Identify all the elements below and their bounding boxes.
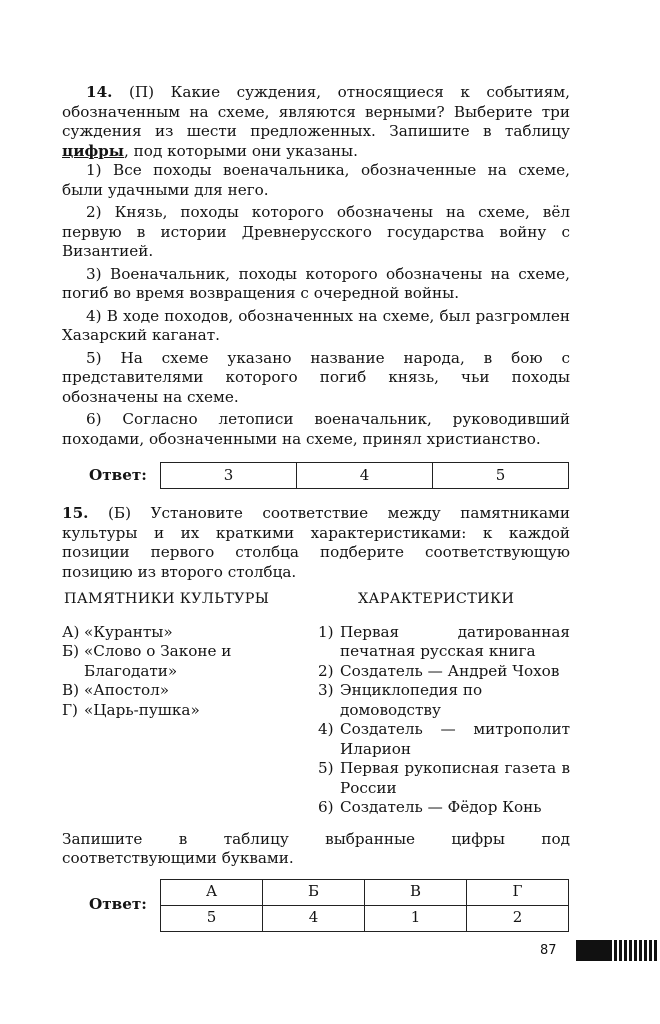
item-text: Первая рукописная газета в России <box>340 759 570 797</box>
q15-table-answer-row <box>161 905 569 931</box>
item-marker: А) <box>62 622 80 641</box>
item-text: Первая датированная печатная русская книга <box>340 622 570 660</box>
page-number: 87 <box>540 943 557 958</box>
item-text: «Куранты» <box>84 622 173 641</box>
item-text: Создатель — митрополит Иларион <box>340 720 570 758</box>
item-text: «Царь-пушка» <box>84 700 200 719</box>
q15-answer-cell-v[interactable]: 1 <box>365 905 467 931</box>
question-15 <box>62 504 570 932</box>
q15-left-column <box>62 590 314 818</box>
q14-answer-cell-3[interactable]: 5 <box>433 463 569 489</box>
q14-option-5: 5) На схеме указано название народа, в бою с представителями которого погиб князь, чьи походы обозначены на схеме. <box>62 348 570 406</box>
item-text: Энциклопедия по домоводству <box>340 681 483 719</box>
q15-left-header: ПАМЯТНИКИ КУЛЬТУРЫ <box>64 591 270 607</box>
item-marker: Б) <box>62 642 80 660</box>
q15-col-g: Г <box>467 879 569 905</box>
q15-left-item-a <box>62 623 314 643</box>
q15-table-header-row <box>161 879 569 905</box>
q14-option-3: 3) Военачальник, походы которого обозначены на схеме, погиб во время возвращения с очередной войны. <box>62 264 570 302</box>
item-marker: В) <box>62 681 80 699</box>
q14-answer-table <box>160 462 569 489</box>
q15-left-item-g <box>62 701 314 721</box>
q15-number: 15. <box>62 504 89 522</box>
q15-answer-row <box>62 879 570 932</box>
q15-left-item-b <box>62 642 314 681</box>
item-text: Создатель — Фёдор Конь <box>340 798 542 816</box>
q14-intro-emphasis: цифры <box>62 141 125 160</box>
q15-intro-text: (Б) Установите соответствие между памятниками культуры и их краткими характеристиками: к каждой позиции первого столбца подберите соответствующую позицию из второго столбца. <box>62 504 570 581</box>
q15-col-a: А <box>161 879 263 905</box>
q15-right-column <box>314 590 570 818</box>
q15-columns <box>62 590 570 818</box>
q15-right-item-4 <box>314 720 570 759</box>
item-marker: 2) <box>318 661 334 680</box>
page-content <box>62 83 570 932</box>
question-14 <box>62 83 570 489</box>
q14-answer-cell-1[interactable]: 3 <box>161 463 297 489</box>
q15-left-item-v <box>62 681 314 701</box>
q15-right-item-2 <box>314 662 570 682</box>
q14-intro <box>62 83 570 161</box>
q14-answer-label: Ответ: <box>89 465 147 484</box>
item-marker: 4) <box>318 720 334 738</box>
q15-intro <box>62 504 570 582</box>
q15-answer-cell-a[interactable]: 5 <box>161 905 263 931</box>
q15-right-item-5 <box>314 759 570 798</box>
q14-intro-text: (П) Какие суждения, относящиеся к событиям, обозначенным на схеме, являются верными? Выберите три суждения из шести предложенных. Запишите в таблицу <box>62 83 571 140</box>
q14-option-6: 6) Согласно летописи военачальник, руководивший походами, обозначенными на схеме, принял христианство. <box>62 410 570 448</box>
q15-right-header: ХАРАКТЕРИСТИКИ <box>358 591 515 607</box>
page-edge-marker-icon <box>576 940 660 961</box>
item-marker: 6) <box>318 798 334 816</box>
q15-instruction: Запишите в таблицу выбранные цифры под соответствующими буквами. <box>62 829 570 867</box>
item-text: «Слово о Законе и Благодати» <box>84 642 232 680</box>
q14-option-4: 4) В ходе походов, обозначенных на схеме, был разгромлен Хазарский каганат. <box>62 306 570 344</box>
q15-col-b: Б <box>263 879 365 905</box>
page-footer <box>540 940 660 961</box>
q15-answer-cell-b[interactable]: 4 <box>263 905 365 931</box>
item-text: Создатель — Андрей Чохов <box>340 661 560 680</box>
item-marker: 3) <box>318 681 334 699</box>
item-marker: 5) <box>318 759 334 777</box>
item-marker: Г) <box>62 700 78 719</box>
q14-option-1: 1) Все походы военачальника, обозначенные на схеме, были удачными для него. <box>62 161 570 199</box>
q14-answer-cell-2[interactable]: 4 <box>297 463 433 489</box>
q14-number: 14. <box>86 83 113 101</box>
q14-intro-tail: , под которыми они указаны. <box>124 141 358 160</box>
q15-right-item-6 <box>314 798 570 818</box>
q15-right-item-1 <box>314 623 570 662</box>
q15-right-item-3 <box>314 681 570 720</box>
item-marker: 1) <box>318 622 334 641</box>
q15-answer-cell-g[interactable]: 2 <box>467 905 569 931</box>
q15-col-v: В <box>365 879 467 905</box>
q15-answer-table <box>160 879 569 932</box>
q14-option-2: 2) Князь, походы которого обозначены на схеме, вёл первую в истории Древнерусского государства войну с Византией. <box>62 203 570 260</box>
q15-answer-label: Ответ: <box>89 895 147 914</box>
q14-answer-row <box>62 462 570 489</box>
item-text: «Апостол» <box>84 681 170 699</box>
